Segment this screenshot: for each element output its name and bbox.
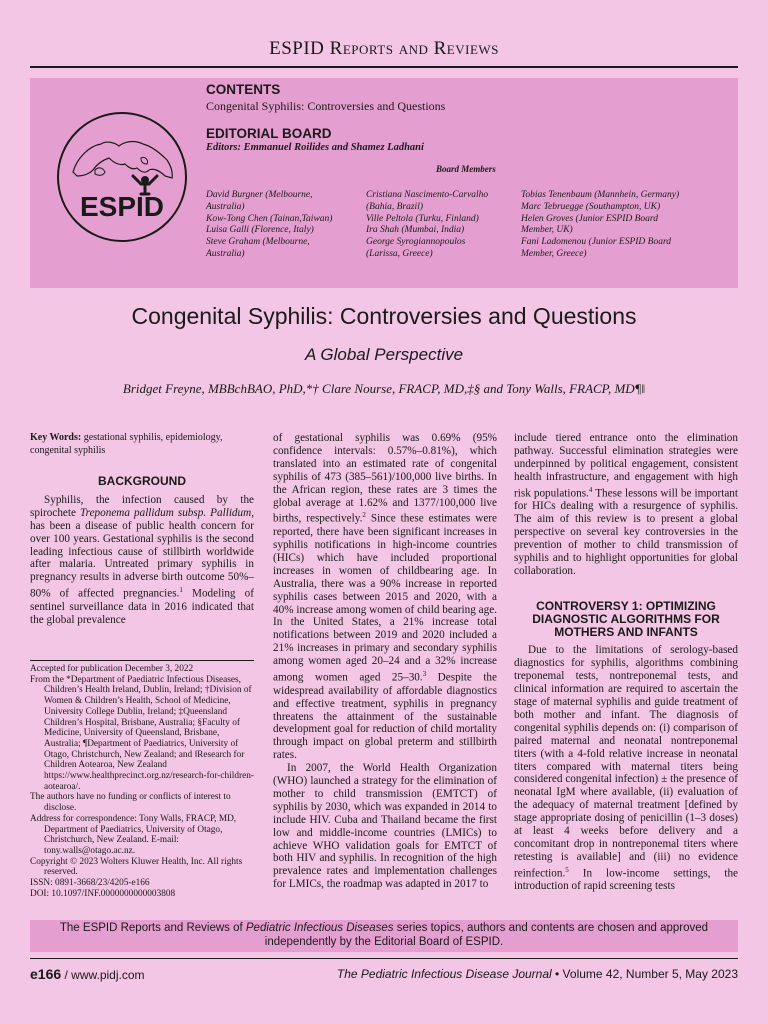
- board-members-col1: [206, 190, 366, 261]
- board-members-col2: [366, 190, 516, 261]
- issn-note: ISSN: 0891-3668/23/4205-e166: [30, 878, 150, 889]
- contents-heading: CONTENTS: [206, 82, 281, 97]
- correspondence-note: Address for correspondence: Tony Walls, FRACP, MD, Department of Paediatrics, University of Otago, Christchurch, New Zealand. E-mail: tony.walls@otago.ac.nz.: [30, 813, 237, 856]
- member-line: George Syrogiannopoulos: [366, 237, 466, 248]
- keywords-label: Key Words:: [30, 432, 82, 443]
- header-rule: [30, 66, 738, 68]
- accepted-note: Accepted for publication December 3, 2022: [30, 664, 194, 674]
- member-line: Australia): [206, 201, 245, 212]
- member-line: (Larissa, Greece): [366, 248, 433, 259]
- member-line: Member, Greece): [521, 248, 587, 259]
- article-title: Congenital Syphilis: Controversies and Questions: [131, 303, 637, 329]
- article-subtitle: A Global Perspective: [304, 345, 464, 364]
- footer-rule: [30, 958, 738, 959]
- affiliations-note: From the *Department of Paediatric Infectious Diseases, Children’s Health Ireland, Dublin, Ireland; †Division of Women & Children’s Health, School of Medicine, University College Dublin, Ireland; ‡Queensland Children’s Hospital, Brisbane, Australia; §Faculty of Medicine, University of Queensland, Brisbane, Australia; ¶Department of Paediatrics, University of Otago, Christchurch, New Zealand; and ‖Research for Children Aotearoa, New Zealand https://www.healthprecinct.org.nz/research-for-children-aotearoa/.: [30, 674, 254, 792]
- member-line: David Burgner (Melbourne,: [206, 190, 313, 200]
- editorial-board-heading: EDITORIAL BOARD: [206, 126, 332, 141]
- member-line: Cristiana Nascimento-Carvalho: [366, 190, 489, 200]
- member-line: Marc Tebruegge (Southampton, UK): [521, 201, 661, 212]
- body-paragraph: Due to the limitations of serology-based diagnostics for syphilis, algorithms combining treponemal tests, nontreponemal tests, and clinical information are required to ascertain the stage of maternal syphilis and guide treatment of both mother and infant. The diagnosis of congenital syphilis depends on: (i) comparison of paired maternal and neonatal nontreponemal titers (with a 4-fold relative increase in neonatal titers compared with maternal titers being considered congenital infection) ± the presence of neonatal IgM where available, (ii) evaluation of the adequacy of maternal treatment [defined by stage appropriate dosing of penicillin (1–3 doses) at least 4 weeks before delivery and a concomitant drop in nontreponemal titers where retesting is available] and (iii) no evidence reinfection.$^5$ In low-income settings, the introduction of rapid screening tests: [514, 644, 738, 893]
- journal-header: [0, 38, 768, 60]
- contents-article-link[interactable]: Congenital Syphilis: Controversies and Questions: [206, 99, 446, 113]
- site-link[interactable]: / www.pidj.com: [61, 968, 145, 982]
- background-paragraph: Syphilis, the infection caused by the spirochete Treponema pallidum subsp. Pallidum, has been a disease of public health concern for over 100 years. Gestational syphilis is the second leading infectious cause of stillbirth worldwide after malaria. Untreated primary syphilis in pregnancy results in adverse birth outcome 50%–80% of affected pregnancies.$^1$ Modeling of sentinel surveillance data in 2016 indicated that the global prevalence: [30, 493, 254, 626]
- copyright-note: Copyright © 2023 Wolters Kluwer Health, Inc. All rights reserved.: [30, 856, 243, 878]
- funding-note: The authors have no funding or conflicts of interest to disclose.: [30, 792, 231, 814]
- member-line: Ira Shah (Mumbai, India): [366, 225, 465, 236]
- member-line: Member, UK): [521, 225, 573, 236]
- member-line: Tobias Tenenbaum (Mannhein, Germany): [521, 190, 680, 200]
- keywords: [30, 432, 254, 457]
- keywords-text: gestational syphilis, epidemiology, congenital syphilis: [30, 432, 223, 456]
- member-line: Australia): [206, 248, 245, 259]
- body-paragraph: In 2007, the World Health Organization (WHO) launched a strategy for the elimination of mother to child transmission (EMTCT) of syphilis by 2030, which was expanded in 2014 to include HIV. Cuba and Thailand became the first low and middle-income countries (LMICs) to achieve WHO validation goals for EMTCT of both HIV and syphilis. In recognition of the high prevalence rates and implementation challenges for LMICs, the roadmap was adapted in 2017 to: [273, 762, 497, 891]
- column-1: [30, 432, 254, 627]
- author-line: Bridget Freyne, MBBchBAO, PhD,*† Clare Nourse, FRACP, MD,‡§ and Tony Walls, FRACP, MD¶‖: [122, 381, 646, 396]
- member-line: Ville Peltola (Turku, Finland): [366, 213, 479, 224]
- espid-logo-icon: [55, 110, 190, 245]
- column-3: [514, 432, 738, 893]
- editors-line: Editors: Emmanuel Roilides and Shamez Ladhani: [206, 142, 424, 153]
- series-note-box: The ESPID Reports and Reviews of Pediatric Infectious Diseases series topics, authors and contents are chosen and approved independently by the Editorial Board of ESPID.: [30, 920, 738, 952]
- doi-note: DOI: 10.1097/INF.0000000000003808: [30, 888, 176, 899]
- controversy-heading: CONTROVERSY 1: OPTIMIZING DIAGNOSTIC ALGORITHMS FOR MOTHERS AND INFANTS: [532, 598, 720, 639]
- member-line: (Bahia, Brazil): [366, 201, 423, 212]
- article-notes: [30, 660, 254, 899]
- board-members-label: Board Members: [436, 164, 496, 174]
- background-heading: BACKGROUND: [98, 474, 186, 488]
- column-2: [273, 432, 497, 891]
- journal-header-first: ESPID: [269, 38, 330, 59]
- page-number: [30, 966, 145, 982]
- body-paragraph: include tiered entrance onto the elimination pathway. Successful elimination strategies were underpinned by political engagement, consistent health infrastructure, and engagement with high risk populations.$^4$ These lessons will be important for HICs dealing with a resurgence of syphilis. The aim of this review is to present a global perspective on several key controversies in the prevention of mother to child transmission of syphilis and to highlight opportunities for global collaboration.: [514, 432, 738, 577]
- body-paragraph: of gestational syphilis was 0.69% (95% confidence intervals: 0.57%–0.81%), which translated into an estimated rate of congenital syphilis of 473 (385–561)/100,000 live births. In the African region, these rates are 3 times the global average at 1.62% and 1377/100,000 live births, respectively.$^2$ Since these estimates were reported, there have been significant increases in syphilis notifications in high-income countries (HICs) which have included proportional increases in women of childbearing age. In Australia, there was a 90% increase in reported syphilis cases between 2015 and 2020, with a 40% increase among women of child bearing age. In the United States, a 21% increase total notifications between 2019 and 2020 included a 21% increases in primary and secondary syphilis among women aged 20–24 and a 32% increase among women aged 25–30.$^3$ Despite the widespread availability of affordable diagnostics and effective treatment, syphilis in pregnancy threatens the attainment of the sustainable development goal for reduction of child mortality through impact on global preterm and stillbirth rates.: [273, 432, 497, 762]
- journal-header-rest: Reports and Reviews: [329, 38, 499, 59]
- issue-info: • Volume 42, Number 5, May 2023: [551, 967, 738, 981]
- logo-text: ESPID: [79, 191, 165, 222]
- member-line: Steve Graham (Melbourne,: [206, 237, 310, 248]
- running-footer: [337, 967, 738, 981]
- page-number-value: e166: [30, 966, 62, 982]
- member-line: Luisa Galli (Florence, Italy): [206, 225, 314, 236]
- member-line: Helen Groves (Junior ESPID Board: [521, 213, 659, 224]
- board-members-col3: [521, 190, 731, 261]
- journal-name: The Pediatric Infectious Disease Journal: [336, 967, 552, 981]
- member-line: Kow-Tong Chen (Tainan,Taiwan): [206, 213, 333, 224]
- member-line: Fani Ladomenou (Junior ESPID Board: [521, 237, 672, 248]
